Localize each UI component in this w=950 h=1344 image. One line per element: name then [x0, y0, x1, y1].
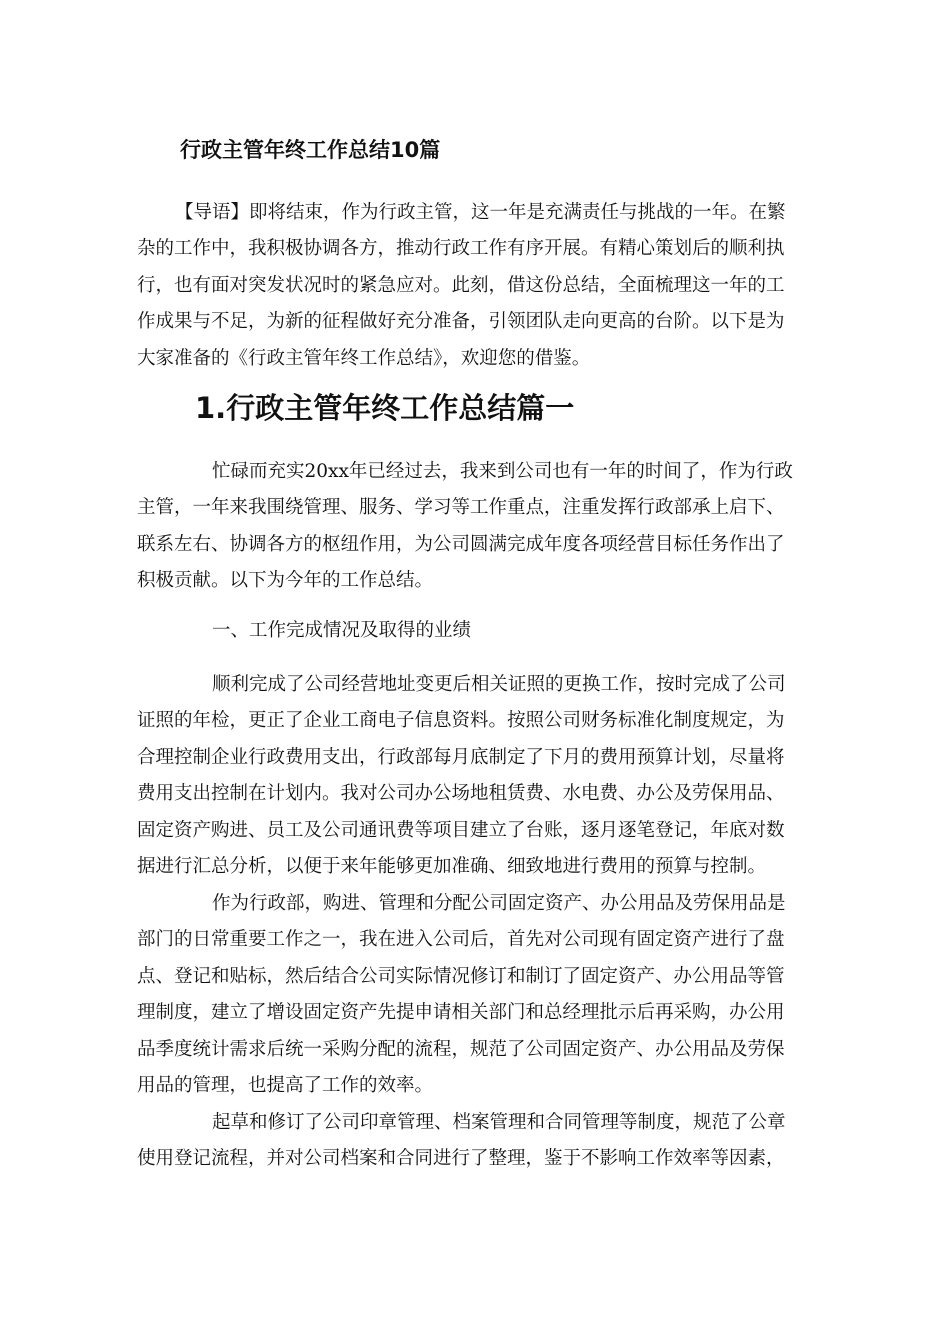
intro-line: 杂的工作中，我积极协调各方，推动行政工作有序开展。有精心策划后的顺利执	[137, 238, 785, 260]
paragraph-line: 品季度统计需求后统一采购分配的流程，规范了公司固定资产、办公用品及劳保	[137, 1038, 785, 1060]
paragraph-line: 合理控制企业行政费用支出，行政部每月底制定了下月的费用预算计划，尽量将	[137, 746, 785, 768]
document-title: 行政主管年终工作总结10篇	[180, 138, 441, 162]
paragraph-line: 固定资产购进、员工及公司通讯费等项目建立了台账，逐月逐笔登记，年底对数	[137, 819, 785, 841]
section-heading: 1.行政主管年终工作总结篇一	[195, 391, 575, 425]
paragraph-line: 使用登记流程，并对公司档案和合同进行了整理，鉴于不影响工作效率等因素，	[137, 1148, 785, 1170]
subheading: 一、工作完成情况及取得的业绩	[212, 620, 472, 641]
paragraph-line: 费用支出控制在计划内。我对公司办公场地租赁费、水电费、办公及劳保用品、	[137, 783, 785, 805]
paragraph-line: 点、登记和贴标，然后结合公司实际情况修订和制订了固定资产、办公用品等管	[137, 965, 785, 987]
paragraph-line: 证照的年检，更正了企业工商电子信息资料。按照公司财务标准化制度规定，为	[137, 710, 785, 732]
paragraph-line: 起草和修订了公司印章管理、档案管理和合同管理等制度，规范了公章	[212, 1112, 786, 1133]
body-paragraph	[137, 454, 817, 600]
body-paragraph	[137, 1105, 817, 1178]
intro-line: 【导语】即将结束，作为行政主管，这一年是充满责任与挑战的一年。在繁	[175, 202, 786, 223]
intro-line: 大家准备的《行政主管年终工作总结》，欢迎您的借鉴。	[137, 347, 591, 369]
intro-paragraph	[137, 195, 817, 377]
paragraph-line: 理制度，建立了增设固定资产先提申请相关部门和总经理批示后再采购，办公用	[137, 1002, 785, 1024]
paragraph-line: 联系左右、协调各方的枢纽作用，为公司圆满完成年度各项经营目标任务作出了	[137, 533, 785, 555]
paragraph-line: 用品的管理，也提高了工作的效率。	[137, 1074, 434, 1096]
body-paragraph	[137, 886, 817, 1104]
paragraph-line: 作为行政部，购进、管理和分配公司固定资产、办公用品及劳保用品是	[212, 893, 786, 914]
paragraph-line: 部门的日常重要工作之一，我在进入公司后，首先对公司现有固定资产进行了盘	[137, 929, 785, 951]
paragraph-line: 顺利完成了公司经营地址变更后相关证照的更换工作，按时完成了公司	[212, 674, 786, 695]
body-paragraph	[137, 667, 817, 885]
paragraph-line: 忙碌而充实20xx年已经过去，我来到公司也有一年的时间了，作为行政	[212, 461, 793, 482]
paragraph-line: 主管，一年来我围绕管理、服务、学习等工作重点，注重发挥行政部承上启下、	[137, 497, 785, 519]
intro-line: 作成果与不足，为新的征程做好充分准备，引领团队走向更高的台阶。以下是为	[137, 311, 785, 333]
paragraph-line: 积极贡献。以下为今年的工作总结。	[137, 570, 434, 592]
intro-line: 行，也有面对突发状况时的紧急应对。此刻，借这份总结，全面梳理这一年的工	[137, 274, 785, 296]
paragraph-line: 据进行汇总分析，以便于来年能够更加准确、细致地进行费用的预算与控制。	[137, 855, 767, 877]
